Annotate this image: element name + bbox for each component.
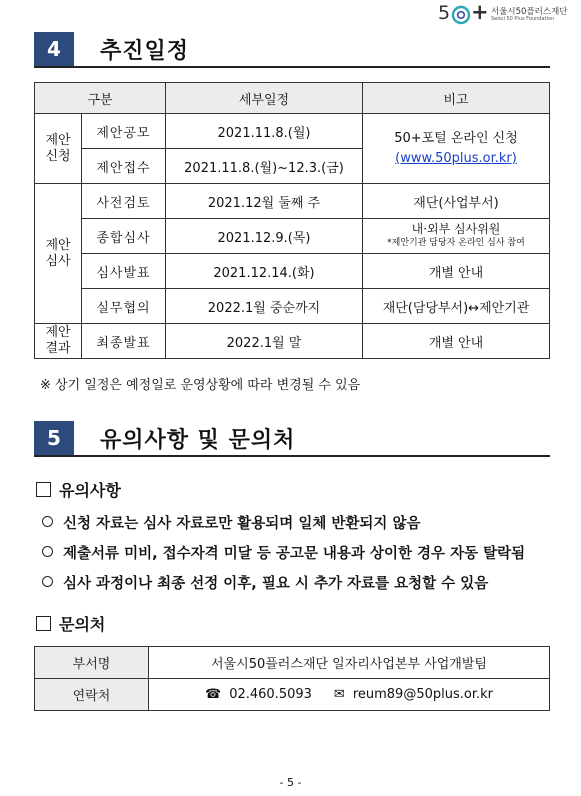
row-sub: 사전검토: [82, 184, 166, 219]
contact-table: [34, 646, 550, 711]
row-sub: 심사발표: [82, 254, 166, 289]
row-date: 2021.11.8.(월): [166, 114, 363, 149]
row-date: 2022.1월 말: [166, 324, 363, 359]
logo-org-name: 서울시50플러스재단: [491, 7, 568, 17]
row-date: 2021.12.14.(화): [166, 254, 363, 289]
email-address[interactable]: reum89@50plus.or.kr: [352, 687, 493, 702]
section-5-title: 유의사항 및 문의처: [100, 428, 296, 453]
row-sub: 실무협의: [82, 289, 166, 324]
schedule-table: [34, 82, 550, 359]
table-row: [35, 324, 550, 359]
header-note: 비고: [363, 83, 550, 114]
circle-bullet-icon: [42, 546, 53, 557]
group-apply: 제안 신청: [35, 114, 82, 184]
logo-org-name-en: Seoul 50 Plus Foundation: [491, 16, 555, 22]
row-date: 2021.12.9.(목): [166, 219, 363, 254]
table-row: [35, 219, 550, 254]
mail-icon: ✉: [333, 687, 345, 702]
table-row: [35, 184, 550, 219]
contact-heading: 문의처: [36, 612, 105, 635]
row-note-main: 내·외부 심사위원: [411, 222, 501, 236]
phone-icon: ☎: [205, 687, 222, 702]
section-4-title: 추진일정: [100, 39, 190, 64]
table-row: [35, 289, 550, 324]
section-5-number: 5: [34, 421, 74, 455]
checkbox-square-icon: [36, 616, 51, 631]
row-sub: 제안접수: [82, 149, 166, 184]
list-item: 신청 자료는 심사 자료로만 활용되며 일체 반환되지 않음: [42, 512, 421, 533]
logo-plus: +: [471, 0, 489, 24]
phone-label: 연락처: [35, 679, 149, 711]
row-sub: 최종발표: [82, 324, 166, 359]
row-note: 개별 안내: [363, 254, 550, 289]
header-category: 구분: [35, 83, 166, 114]
circle-bullet-icon: [42, 576, 53, 587]
phone-number: 02.460.5093: [229, 687, 312, 702]
notes-heading: 유의사항: [36, 478, 121, 501]
table-row: [35, 647, 550, 679]
table-row: [35, 114, 550, 149]
portal-link[interactable]: (www.50plus.or.kr): [395, 150, 517, 166]
section-4-header: [34, 32, 550, 68]
foundation-logo: [438, 0, 578, 24]
contact-value: [149, 679, 550, 711]
header-date: 세부일정: [166, 83, 363, 114]
table-row: [35, 254, 550, 289]
row-note-apply: [363, 114, 550, 184]
dept-value: 서울시50플러스재단 일자리사업본부 사업개발팀: [149, 647, 550, 679]
logo-number: 5: [438, 2, 451, 24]
logo-ring-icon: [451, 5, 471, 25]
table-row: [35, 679, 550, 711]
apply-note: 50+포털 온라인 신청: [394, 130, 518, 146]
row-date: 2021.12월 둘째 주: [166, 184, 363, 219]
row-date: 2021.11.8.(월)~12.3.(금): [166, 149, 363, 184]
checkbox-square-icon: [36, 482, 51, 497]
circle-bullet-icon: [42, 516, 53, 527]
group-result: 제안 결과: [35, 324, 82, 359]
row-note: 재단(담당부서)↔제안기관: [363, 289, 550, 324]
list-item: 제출서류 미비, 접수자격 미달 등 공고문 내용과 상이한 경우 자동 탈락됨: [42, 542, 525, 563]
row-date: 2022.1월 중순까지: [166, 289, 363, 324]
page-number: - 5 -: [279, 776, 302, 789]
section-5-header: [34, 421, 550, 457]
row-note-detail: *제안기관 담당자 온라인 심사 참여: [387, 238, 525, 248]
schedule-header-row: [35, 83, 550, 114]
row-note: 재단(사업부서): [363, 184, 550, 219]
row-note: [363, 219, 550, 254]
list-item: 심사 과정이나 최종 선정 이후, 필요 시 추가 자료를 요청할 수 있음: [42, 572, 488, 593]
schedule-footnote: ※ 상기 일정은 예정일로 운영상황에 따라 변경될 수 있음: [40, 378, 361, 393]
section-4-number: 4: [34, 32, 74, 66]
dept-label: 부서명: [35, 647, 149, 679]
group-review: 제안 심사: [35, 184, 82, 324]
row-note: 개별 안내: [363, 324, 550, 359]
row-sub: 종합심사: [82, 219, 166, 254]
row-sub: 제안공모: [82, 114, 166, 149]
